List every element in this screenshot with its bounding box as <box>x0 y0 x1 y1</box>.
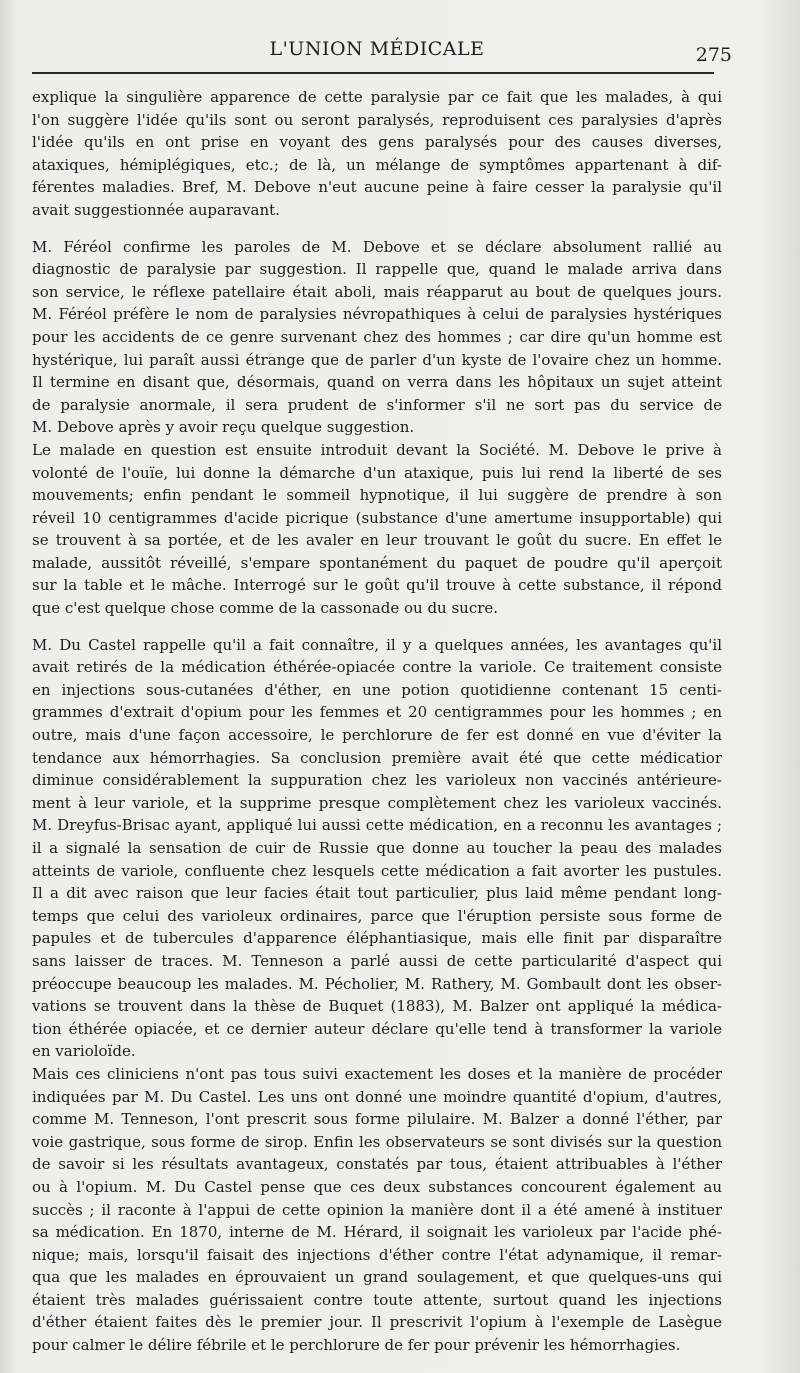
text-line: Mais ces cliniciens n'ont pas tous suivi exactement les doses et la manière de procéder <box>32 1064 722 1083</box>
text-line: vations se trouvent dans la thèse de Buquet (1883), M. Balzer ont appliqué la médica- <box>32 997 722 1016</box>
text-line: en injections sous-cutanées d'éther, en une potion quotidienne contenant 15 centi- <box>32 680 722 699</box>
text-line: férentes maladies. Bref, M. Debove n'eut aucune peine à faire cesser la paralysie qu'il <box>32 178 722 197</box>
text-line: ataxiques, hémiplégiques, etc.; de là, un mélange de symptômes appartenant à dif- <box>32 155 722 174</box>
text-line: M. Féréol préfère le nom de paralysies névropathiques à celui de paralysies hystériques <box>32 305 722 324</box>
text-line: volonté de l'ouïe, lui donne la démarche d'un ataxique, puis lui rend la liberté de ses <box>32 463 722 482</box>
text-line: se trouvent à sa portée, et de les avaler en leur trouvant le goût du sucre. En effet le <box>32 531 722 550</box>
text-line: atteints de variole, confluente chez lesquels cette médication a fait avorter les pustules. <box>32 861 722 880</box>
text-line: son service, le réflexe patellaire était aboli, mais réapparut au bout de quelques jours. <box>32 282 722 301</box>
article-body <box>32 86 722 1357</box>
paragraph-gap <box>32 620 722 634</box>
text-line: qua que les malades en éprouvaient un grand soulagement, et que quelques-uns qui <box>32 1268 722 1287</box>
text-line: l'idée qu'ils en ont prise en voyant des gens paralysés pour des causes diverses, <box>32 133 722 152</box>
text-line: outre, mais d'une façon accessoire, le perchlorure de fer est donné en vue d'éviter la <box>32 726 722 745</box>
page-number: 275 <box>695 44 732 66</box>
text-line: diagnostic de paralysie par suggestion. Il rappelle que, quand le malade arriva dans <box>32 260 722 279</box>
text-line: l'on suggère l'idée qu'ils sont ou seront paralysés, reproduisent ces paralysies d'après <box>32 110 722 129</box>
text-line: pour les accidents de ce genre survenant chez des hommes ; car dire qu'un homme est <box>32 327 722 346</box>
text-line: ment à leur variole, et la supprime presque complètement chez les varioleux vaccinés. <box>32 793 722 812</box>
text-line: étaient très malades guérissaient contre toute attente, surtout quand les injections <box>32 1290 722 1309</box>
text-line: M. Du Castel rappelle qu'il a fait connaître, il y a quelques années, les avantages qu'il <box>32 635 722 654</box>
running-head <box>32 38 732 70</box>
text-line: tendance aux hémorrhagies. Sa conclusion première avait été que cette médicatior <box>32 748 722 767</box>
text-line: diminue considérablement la suppuration chez les varioleux non vaccinés antérieure- <box>32 771 722 790</box>
text-line: malade, aussitôt réveillé, s'empare spontanément du paquet de poudre qu'il aperçoit <box>32 553 722 572</box>
text-line: comme M. Tenneson, l'ont prescrit sous forme pilulaire. M. Balzer a donné l'éther, par <box>32 1110 722 1129</box>
text-line: grammes d'extrait d'opium pour les femmes et 20 centigrammes pour les hommes ; en <box>32 703 722 722</box>
text-line: sa médication. En 1870, interne de M. Hérard, il soignait les varioleux par l'acide phé- <box>32 1223 722 1242</box>
paragraph <box>32 86 722 222</box>
text-line: réveil 10 centigrammes d'acide picrique (substance d'une amertume insupportable) qui <box>32 508 722 527</box>
text-line: de paralysie anormale, il sera prudent de s'informer s'il ne sort pas du service de <box>32 395 722 414</box>
text-line: succès ; il raconte à l'appui de cette opinion la manière dont il a été amené à instituer <box>32 1200 722 1219</box>
text-line: M. Féréol confirme les paroles de M. Debove et se déclare absolument rallié au <box>32 237 722 256</box>
text-line: indiquées par M. Du Castel. Les uns ont donné une moindre quantité d'opium, d'autres, <box>32 1087 722 1106</box>
text-line: M. Debove après y avoir reçu quelque suggestion. <box>32 418 415 437</box>
text-line: M. Dreyfus-Brisac ayant, appliqué lui aussi cette médication, en a reconnu les avantages ; <box>32 816 722 835</box>
text-line: papules et de tubercules d'apparence éléphantiasique, mais elle finit par disparaître <box>32 929 722 948</box>
text-line: sur la table et le mâche. Interrogé sur le goût qu'il trouve à cette substance, il répond <box>32 576 722 595</box>
text-line: d'éther étaient faites dès le premier jour. Il prescrivit l'opium à l'exemple de Lasègue <box>32 1313 722 1332</box>
journal-title: L'UNION MÉDICALE <box>269 38 485 60</box>
text-line: avait suggestionnée auparavant. <box>32 200 280 219</box>
text-line: sans laisser de traces. M. Tenneson a parlé aussi de cette particularité d'aspect qui <box>32 951 722 970</box>
text-line: préoccupe beaucoup les malades. M. Pécholier, M. Rathery, M. Gombault dont les obser- <box>32 974 722 993</box>
text-line: il a signalé la sensation de cuir de Russie que donne au toucher la peau des malades <box>32 839 722 857</box>
text-line: explique la singulière apparence de cette paralysie par ce fait que les malades, à qui <box>32 88 722 106</box>
text-line: en varioloïde. <box>32 1042 136 1061</box>
text-line: ou à l'opium. M. Du Castel pense que ces deux substances concourent également au <box>32 1177 722 1196</box>
text-line: que c'est quelque chose comme de la cassonade ou du sucre. <box>32 599 499 618</box>
text-line: temps que celui des varioleux ordinaires, parce que l'éruption persiste sous forme de <box>32 906 722 925</box>
header-rule <box>32 72 714 74</box>
text-line: tion éthérée opiacée, et ce dernier auteur déclare qu'elle tend à transformer la variole <box>32 1019 722 1038</box>
paragraph <box>32 1063 722 1357</box>
text-line: Le malade en question est ensuite introduit devant la Société. M. Debove le prive à <box>32 440 722 459</box>
text-line: Il termine en disant que, désormais, quand on verra dans les hôpitaux un sujet atteint <box>32 373 722 392</box>
paragraph <box>32 236 722 439</box>
paragraph-gap <box>32 222 722 236</box>
text-line: avait retirés de la médication éthérée-opiacée contre la variole. Ce traitement consiste <box>32 658 722 677</box>
text-line: voie gastrique, sous forme de sirop. Enfin les observateurs se sont divisés sur la question <box>32 1132 722 1151</box>
text-line: de savoir si les résultats avantageux, constatés par tous, étaient attribuables à l'éther <box>32 1155 722 1174</box>
text-line: mouvements; enfin pendant le sommeil hypnotique, il lui suggère de prendre à son <box>32 486 722 505</box>
paragraph <box>32 634 722 1063</box>
text-line: pour calmer le délire fébrile et le perchlorure de fer pour prévenir les hémorrhagies. <box>32 1336 681 1355</box>
text-line: nique; mais, lorsqu'il faisait des injections d'éther contre l'état adynamique, il remar- <box>32 1245 722 1264</box>
text-line: hystérique, lui paraît aussi étrange que de parler d'un kyste de l'ovaire chez un homme. <box>32 350 722 369</box>
text-line: Il a dit avec raison que leur facies était tout particulier, plus laid même pendant long- <box>32 884 722 903</box>
paragraph <box>32 439 722 620</box>
